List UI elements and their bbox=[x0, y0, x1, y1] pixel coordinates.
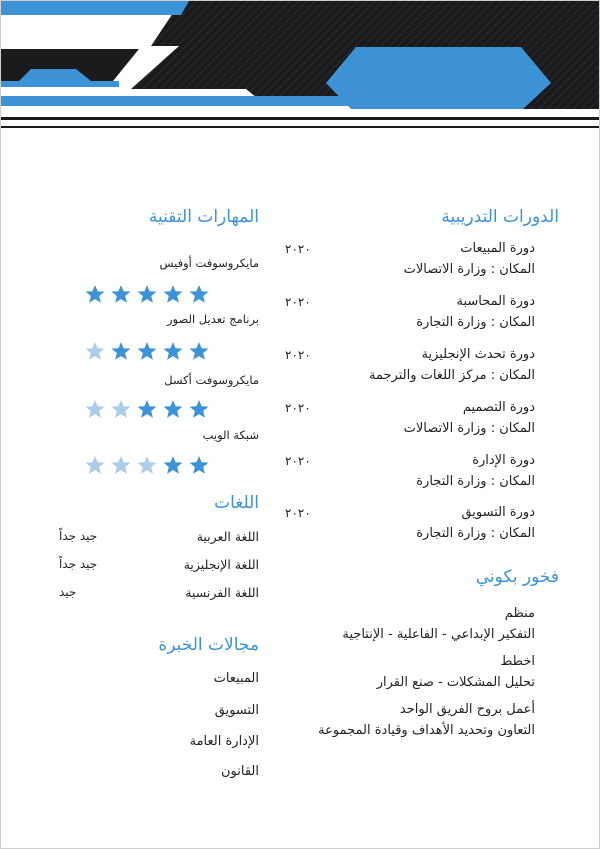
star-empty-icon bbox=[85, 341, 105, 361]
course-place: المكان : وزارة الاتصالات bbox=[403, 421, 535, 436]
course-place: المكان : وزارة التجارة bbox=[416, 526, 535, 541]
pride-desc: التفكير الإبداعي - الفاعلية - الإنتاجية bbox=[342, 627, 535, 642]
skill-name: مايكروسوفت أوفيس bbox=[159, 256, 259, 270]
experience-title: مجالات الخبرة bbox=[158, 635, 259, 655]
language-level: جيد جداً bbox=[59, 529, 98, 543]
course-item bbox=[285, 292, 535, 334]
star-filled-icon bbox=[189, 284, 209, 304]
pride-item bbox=[377, 651, 535, 693]
course-year: ٢٠٢٠ bbox=[285, 506, 311, 520]
pride-head: منظم bbox=[504, 606, 535, 621]
pride-head: اخطط bbox=[500, 654, 535, 669]
language-level: جيد bbox=[59, 585, 77, 599]
course-year: ٢٠٢٠ bbox=[285, 454, 311, 468]
course-name: دورة التصميم bbox=[462, 400, 535, 415]
skill-name: برنامج تعديل الصور bbox=[166, 312, 259, 326]
course-item bbox=[285, 503, 535, 545]
language-name: اللغة الإنجليزية bbox=[183, 557, 259, 572]
star-empty-icon bbox=[85, 399, 105, 419]
pride-head: أعمل بروح الفريق الواحد bbox=[399, 702, 535, 717]
pride-title: فخور بكوني bbox=[475, 567, 559, 587]
star-rating bbox=[85, 284, 209, 304]
course-year: ٢٠٢٠ bbox=[285, 295, 311, 309]
pride-item bbox=[318, 699, 535, 741]
course-place: المكان : وزارة التجارة bbox=[416, 474, 535, 489]
skill-name: مايكروسوفت أكسل bbox=[164, 373, 259, 387]
language-row bbox=[59, 557, 259, 572]
star-filled-icon bbox=[163, 455, 183, 475]
pride-desc: تحليل المشكلات - صنع القرار bbox=[376, 675, 535, 690]
skill-name: شبكة الويب bbox=[202, 428, 259, 442]
pride-desc: التعاون وتحديد الأهداف وقيادة المجموعة bbox=[318, 723, 535, 738]
language-level: جيد جداً bbox=[59, 557, 98, 571]
star-rating bbox=[85, 455, 209, 475]
star-filled-icon bbox=[111, 284, 131, 304]
course-name: دورة الإدارة bbox=[472, 453, 535, 468]
star-empty-icon bbox=[111, 455, 131, 475]
course-name: دورة التسويق bbox=[461, 505, 535, 520]
star-filled-icon bbox=[189, 455, 209, 475]
course-place: المكان : مركز اللغات والترجمة bbox=[369, 368, 535, 383]
star-filled-icon bbox=[137, 341, 157, 361]
star-filled-icon bbox=[137, 399, 157, 419]
star-filled-icon bbox=[137, 284, 157, 304]
experience-item: الإدارة العامة bbox=[189, 734, 259, 749]
star-filled-icon bbox=[85, 284, 105, 304]
star-empty-icon bbox=[85, 455, 105, 475]
languages-title: اللغات bbox=[214, 493, 259, 513]
star-filled-icon bbox=[111, 341, 131, 361]
course-year: ٢٠٢٠ bbox=[285, 242, 311, 256]
pride-item bbox=[342, 603, 535, 645]
experience-item: التسويق bbox=[214, 703, 259, 718]
course-year: ٢٠٢٠ bbox=[285, 401, 311, 415]
language-row bbox=[59, 585, 259, 600]
course-item bbox=[285, 398, 535, 440]
language-row bbox=[59, 529, 259, 544]
star-filled-icon bbox=[163, 399, 183, 419]
language-name: اللغة الفرنسية bbox=[185, 585, 259, 600]
course-year: ٢٠٢٠ bbox=[285, 348, 311, 362]
star-filled-icon bbox=[163, 341, 183, 361]
course-name: دورة المبيعات bbox=[460, 241, 535, 256]
course-place: المكان : وزارة التجارة bbox=[416, 315, 535, 330]
star-empty-icon bbox=[111, 399, 131, 419]
course-name: دورة تحدث الإنجليزية bbox=[421, 347, 535, 362]
course-item bbox=[285, 239, 535, 281]
experience-item: المبيعات bbox=[213, 671, 259, 686]
course-place: المكان : وزارة الاتصالات bbox=[403, 262, 535, 277]
courses-title: الدورات التدريبية bbox=[441, 207, 559, 227]
star-rating bbox=[85, 399, 209, 419]
star-rating bbox=[85, 341, 209, 361]
star-filled-icon bbox=[189, 341, 209, 361]
language-name: اللغة العربية bbox=[196, 529, 259, 544]
skills-title: المهارات التقنية bbox=[148, 207, 259, 227]
star-filled-icon bbox=[163, 284, 183, 304]
star-filled-icon bbox=[189, 399, 209, 419]
course-item bbox=[285, 345, 535, 387]
experience-item: القانون bbox=[221, 764, 259, 779]
header-decoration bbox=[1, 1, 599, 141]
course-item bbox=[285, 451, 535, 493]
course-name: دورة المحاسبة bbox=[456, 294, 535, 309]
star-empty-icon bbox=[137, 455, 157, 475]
